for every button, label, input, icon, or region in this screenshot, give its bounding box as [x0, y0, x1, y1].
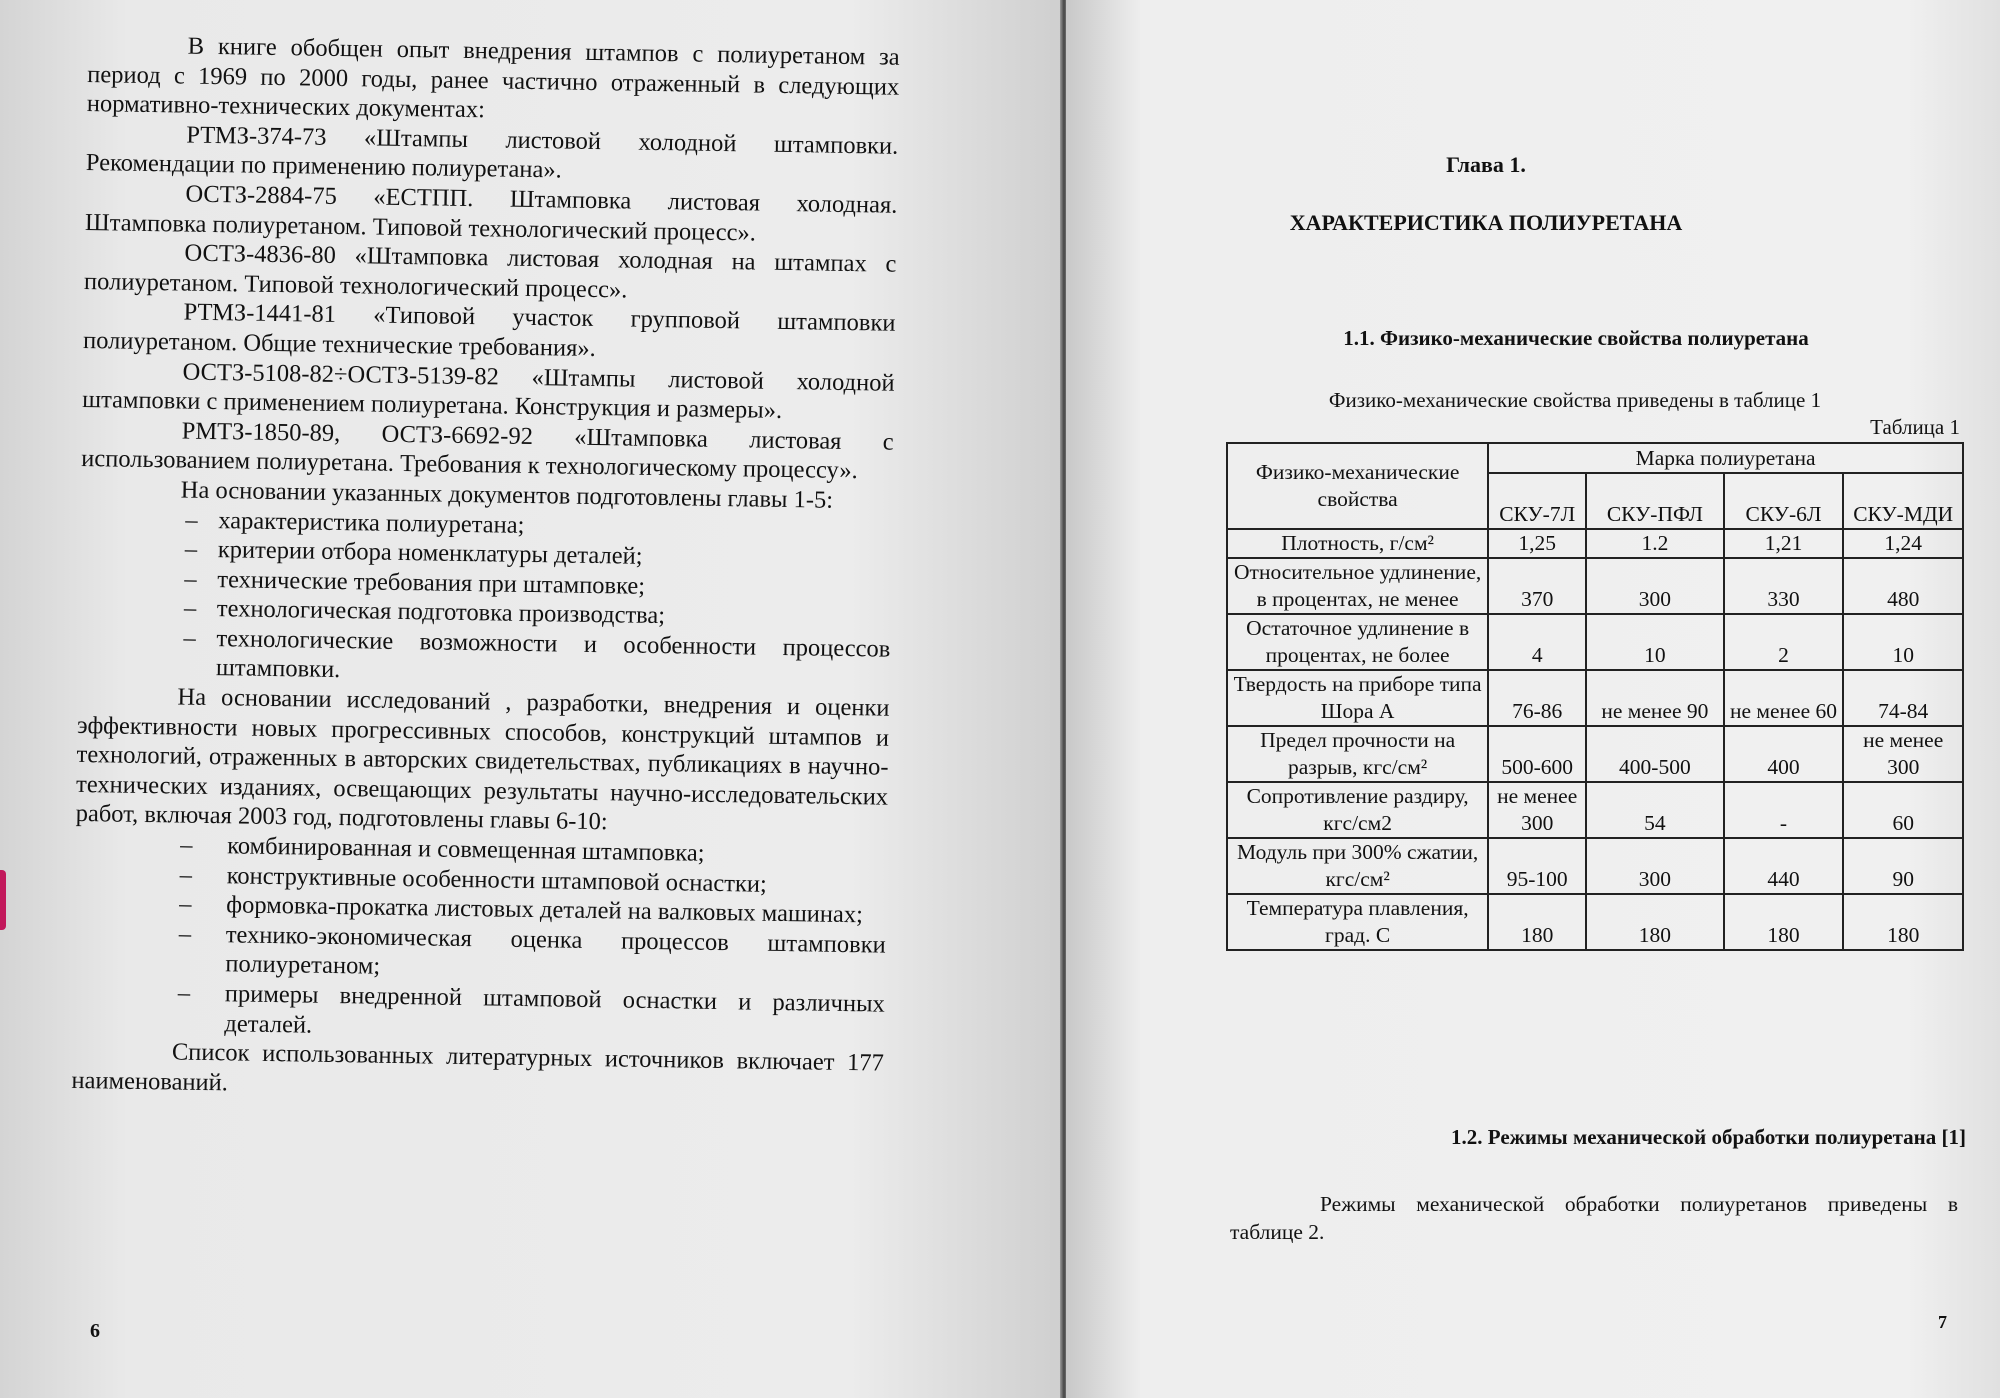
- row-value: не менее 60: [1724, 670, 1844, 726]
- table-header-properties: Физико-механические свойства: [1227, 443, 1488, 529]
- row-value: 400-500: [1586, 726, 1723, 782]
- table-caption: Физико-механические свойства приведены в таблице 1: [1328, 388, 1822, 412]
- table-row: [1227, 782, 1963, 838]
- row-value: не менее 90: [1586, 670, 1723, 726]
- row-value: 180: [1724, 894, 1844, 950]
- list-item: – технологические возможности и особенности процессов штамповки.: [78, 622, 891, 694]
- list-item: – технические требования при штамповке;: [79, 563, 891, 605]
- list-item: – комбинированная и совмещенная штамповка;: [75, 829, 887, 871]
- chapter-number: Глава 1.: [1446, 152, 1526, 177]
- references-count: Список использованных литературных источников включает 177 наименований.: [71, 1038, 885, 1097]
- row-value: 300: [1586, 558, 1723, 614]
- row-value: 180: [1843, 894, 1963, 950]
- intro-paragraph: В книге обобщен опыт внедрения штампов с полиуретаном за период с 1969 по 2000 годы, ранее частично отраженный в следующих нормативно-технических документах:: [86, 32, 900, 124]
- properties-table: [1226, 442, 1964, 951]
- chapter-title: ХАРАКТЕРИСТИКА ПОЛИУРЕТАНА: [1289, 210, 1683, 235]
- row-value: 1,24: [1843, 529, 1963, 558]
- doc-ref-1: РТМЗ-374-73 «Штампы листовой холодной штамповки. Рекомендации по применению полиуретана».: [85, 121, 899, 184]
- row-value: 90: [1843, 838, 1963, 894]
- table-row: [1227, 558, 1963, 614]
- row-value: 10: [1843, 614, 1963, 670]
- row-value: 74-84: [1843, 670, 1963, 726]
- table-row: [1227, 838, 1963, 894]
- doc-ref-2: ОСТЗ-2884-75 «ЕСТПП. Штамповка листовая холодная. Штамповка полиуретаном. Типовой технологический процесс».: [84, 180, 898, 247]
- row-value: 1,21: [1724, 529, 1844, 558]
- doc-ref-6: РМТЗ-1850-89, ОСТЗ-6692-92 «Штамповка листовая с использованием полиуретана. Требования к технологическому процессу».: [81, 417, 894, 485]
- row-property: Предел прочности на разрыв, кгс/см²: [1227, 726, 1488, 782]
- list-item: – технико-экономическая оценка процессов штамповки полиуретаном;: [73, 918, 886, 990]
- table-header-brand: СКУ-МДИ: [1843, 473, 1963, 529]
- row-property: Остаточное удлинение в процентах, не более: [1227, 614, 1488, 670]
- row-value: 54: [1586, 782, 1723, 838]
- row-value: 4: [1488, 614, 1586, 670]
- bookmark-ribbon: [0, 870, 6, 930]
- row-property: Сопротивление раздиру, кгс/см2: [1227, 782, 1488, 838]
- table-header-brand: СКУ-6Л: [1724, 473, 1844, 529]
- doc-ref-3: ОСТЗ-4836-80 «Штамповка листовая холодная на штампах с полиуретаном. Типовой технологический процесс».: [83, 239, 897, 304]
- row-property: Твердость на приборе типа Шора А: [1227, 670, 1488, 726]
- row-value: 1.2: [1586, 529, 1723, 558]
- row-property: Модуль при 300% сжатии, кгс/см²: [1227, 838, 1488, 894]
- table-row: [1227, 894, 1963, 950]
- row-property: Плотность, г/см²: [1227, 529, 1488, 558]
- row-value: 10: [1586, 614, 1723, 670]
- left-page-text: [71, 30, 900, 1108]
- list-item: – характеристика полиуретана;: [80, 503, 892, 545]
- chapters-1-5-intro: На основании указанных документов подготовлены главы 1-5:: [180, 476, 834, 514]
- row-value: 440: [1724, 838, 1844, 894]
- row-value: -: [1724, 782, 1844, 838]
- section-heading-1: 1.1. Физико-механические свойства полиуретана: [1343, 326, 1809, 350]
- section-heading-2: 1.2. Режимы механической обработки полиуретана [1]: [1451, 1125, 1966, 1149]
- row-value: не менее 300: [1488, 782, 1586, 838]
- doc-ref-4: РТМЗ-1441-81 «Типовой участок групповой штамповки полиуретаном. Общие технические требования».: [82, 298, 896, 362]
- row-property: Относительное удлинение, в процентах, не менее: [1227, 558, 1488, 614]
- table-header-brand: СКУ-ПФЛ: [1586, 473, 1723, 529]
- doc-ref-5: ОСТЗ-5108-82÷ОСТЗ-5139-82 «Штампы листовой холодной штамповки с применением полиуретана. Конструкция и размеры».: [81, 358, 895, 425]
- row-value: 400: [1724, 726, 1844, 782]
- table-row: [1227, 529, 1963, 558]
- table-label: Таблица 1: [1870, 415, 1960, 439]
- list-item: – технологическая подготовка производства;: [79, 592, 891, 634]
- page-number-left: 6: [90, 1320, 100, 1342]
- row-value: 180: [1586, 894, 1723, 950]
- table-header-brand-group: Марка полиуретана: [1488, 443, 1963, 473]
- row-value: 300: [1586, 838, 1723, 894]
- chapters-1-5-list: [78, 503, 893, 693]
- list-item: – формовка-прокатка листовых деталей на валковых машинах;: [74, 888, 886, 930]
- row-value: 60: [1843, 782, 1963, 838]
- page-number-right: 7: [1938, 1312, 1947, 1332]
- row-value: 480: [1843, 558, 1963, 614]
- section-2-paragraph: Режимы механической обработки полиуретанов приведены в таблице 2.: [1230, 1192, 1958, 1244]
- row-value: 330: [1724, 558, 1844, 614]
- table-row: [1227, 726, 1963, 782]
- table-header-brand: СКУ-7Л: [1488, 473, 1586, 529]
- table-row: [1227, 614, 1963, 670]
- row-value: 180: [1488, 894, 1586, 950]
- chapters-6-10-intro: На основании исследований , разработки, внедрения и оценки эффективности новых прогрессивных способов, конструкций штампов и технологий, отраженных в авторских свидетельствах, публикациях в научно-технических изданиях, освещающих результаты научно-исследовательских работ, включая 2003 год, подготовлены главы 6-10:: [75, 683, 890, 836]
- row-value: 500-600: [1488, 726, 1586, 782]
- row-value: 1,25: [1488, 529, 1586, 558]
- row-value: 370: [1488, 558, 1586, 614]
- row-value: 2: [1724, 614, 1844, 670]
- list-item: – конструктивные особенности штамповой оснастки;: [75, 859, 887, 901]
- table-row: [1227, 670, 1963, 726]
- chapters-6-10-list: [72, 829, 887, 1049]
- row-value: 95-100: [1488, 838, 1586, 894]
- list-item: – примеры внедренной штамповой оснастки и различных деталей.: [72, 977, 885, 1049]
- list-item: – критерии отбора номенклатуры деталей;: [80, 533, 892, 575]
- row-value: 76-86: [1488, 670, 1586, 726]
- row-property: Температура плавления, град. С: [1227, 894, 1488, 950]
- row-value: не менее 300: [1843, 726, 1963, 782]
